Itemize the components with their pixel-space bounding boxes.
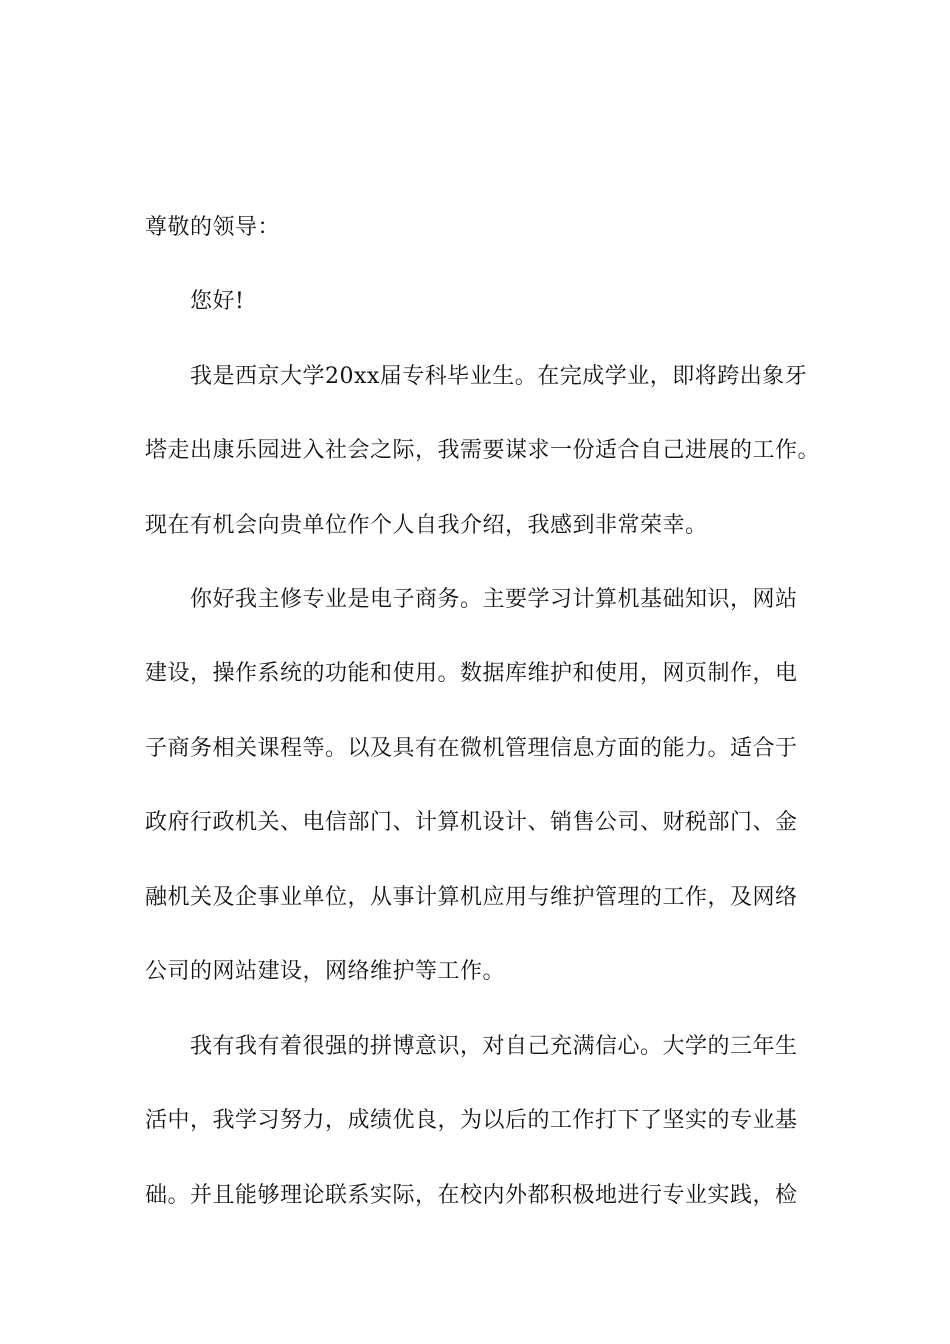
paragraph-line: 公司的网站建设，网络维护等工作。	[145, 959, 506, 984]
paragraph-line: 政府行政机关、电信部门、计算机设计、销售公司、财税部门、金	[145, 810, 798, 835]
paragraph-line: 你好我主修专业是电子商务。主要学习计算机基础知识，网站	[190, 587, 798, 612]
paragraph-line: 塔走出康乐园进入社会之际，我需要谋求一份适合自己进展的工作。	[145, 438, 821, 463]
paragraph-line: 础。并且能够理论联系实际，在校内外都积极地进行专业实践，检	[145, 1183, 798, 1208]
paragraph-line: 我有我有着很强的拼博意识，对自己充满信心。大学的三年生	[190, 1034, 798, 1059]
paragraph-line: 现在有机会向贵单位作个人自我介绍，我感到非常荣幸。	[145, 513, 708, 538]
paragraph-line: 子商务相关课程等。以及具有在微机管理信息方面的能力。适合于	[145, 736, 798, 761]
paragraph-line: 建设，操作系统的功能和使用。数据库维护和使用，网页制作，电	[145, 661, 798, 686]
greeting: 您好!	[190, 289, 245, 314]
salutation: 尊敬的领导：	[145, 215, 281, 240]
paragraph-line: 融机关及企事业单位，从事计算机应用与维护管理的工作，及网络	[145, 885, 798, 910]
paragraph-line: 我是西京大学20xx届专科毕业生。在完成学业，即将跨出象牙	[190, 364, 808, 389]
paragraph-line: 活中，我学习努力，成绩优良，为以后的工作打下了坚实的专业基	[145, 1108, 798, 1133]
